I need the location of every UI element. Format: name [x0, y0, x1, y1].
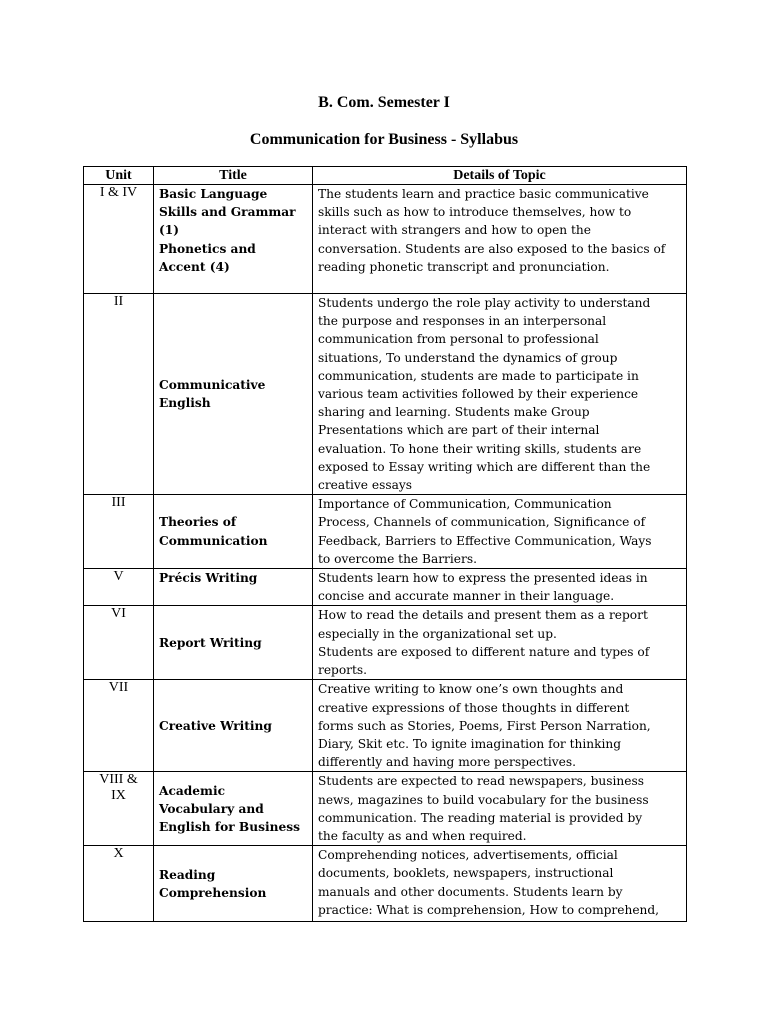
- details-text: manuals and other documents. Students learn by: [318, 884, 623, 899]
- unit-text: I & IV: [99, 185, 138, 200]
- title-cell: [154, 495, 313, 569]
- details-text: sharing and learning. Students make Group: [318, 405, 590, 420]
- unit-text: IX: [111, 788, 126, 804]
- details-text: skills such as how to introduce themselves, how to: [318, 205, 632, 220]
- unit-text: VIII &: [99, 772, 138, 788]
- details-text: evaluation. To hone their writing skills, students are: [318, 441, 642, 456]
- details-text: Comprehending notices, advertisements, official: [318, 848, 618, 863]
- table-body: [84, 185, 687, 922]
- title-text: Academic: [159, 783, 225, 798]
- title-cell: [154, 569, 313, 606]
- details-text: reports.: [318, 663, 368, 678]
- title-text: English for Business: [159, 819, 300, 834]
- details-text: communication, students are made to participate in: [318, 368, 639, 383]
- title-text: Reading: [159, 867, 216, 882]
- details-text: reading phonetic transcript and pronunciation.: [318, 259, 610, 274]
- title-text: Phonetics and: [159, 241, 256, 256]
- details-cell: [313, 569, 687, 606]
- unit-cell: [84, 569, 154, 606]
- details-cell: [313, 294, 687, 495]
- title-text: Accent (4): [159, 259, 230, 274]
- details-text: differently and having more perspectives.: [318, 755, 576, 770]
- details-text: Students undergo the role play activity to understand: [318, 296, 651, 310]
- details-cell: [313, 606, 687, 680]
- title-cell: [154, 606, 313, 680]
- unit-cell: [84, 680, 154, 772]
- details-text: Creative writing to know one’s own thoughts and: [318, 682, 624, 697]
- table-row: [84, 680, 687, 772]
- title-cell: [154, 772, 313, 846]
- unit-cell: [84, 185, 154, 294]
- header-unit: Unit: [84, 167, 154, 185]
- unit-cell: [84, 606, 154, 680]
- unit-text: X: [113, 846, 124, 862]
- title-text: Creative Writing: [159, 718, 272, 733]
- details-text: Process, Channels of communication, Significance of: [318, 515, 646, 530]
- details-text: Diary, Skit etc. To ignite imagination for thinking: [318, 737, 622, 752]
- details-text: practice: What is comprehension, How to comprehend,: [318, 902, 660, 917]
- title-text: English: [159, 396, 211, 411]
- details-cell: [313, 680, 687, 772]
- unit-cell: [84, 846, 154, 922]
- details-text: documents, booklets, newspapers, instructional: [318, 866, 614, 881]
- details-text: Presentations which are part of their internal: [318, 423, 600, 438]
- details-cell: [313, 185, 687, 294]
- table-row: [84, 772, 687, 846]
- details-text: various team activities followed by their experience: [318, 387, 639, 402]
- title-text: (1): [159, 223, 180, 238]
- details-cell: [313, 495, 687, 569]
- details-text: news, magazines to build vocabulary for the business: [318, 792, 649, 807]
- unit-text: V: [113, 569, 124, 585]
- document-title: B. Com. Semester I: [318, 94, 450, 111]
- title-text: Skills and Grammar: [159, 205, 296, 220]
- details-text: Importance of Communication, Communication: [318, 497, 612, 512]
- table-row: [84, 569, 687, 606]
- details-text: forms such as Stories, Poems, First Person Narration,: [318, 718, 651, 733]
- details-text: interact with strangers and how to open the: [318, 223, 591, 238]
- details-text: The students learn and practice basic communicative: [318, 187, 649, 201]
- table-header-row: [84, 167, 687, 185]
- details-text: Students are exposed to different nature and types of: [318, 644, 650, 659]
- details-text: situations, To understand the dynamics of group: [318, 350, 618, 365]
- details-text: Students learn how to express the presented ideas in: [318, 571, 648, 586]
- title-text: Précis Writing: [159, 571, 258, 586]
- details-text: creative essays: [318, 478, 413, 493]
- syllabus-table: [83, 166, 687, 922]
- table-row: [84, 606, 687, 680]
- details-text: the purpose and responses in an interpersonal: [318, 314, 607, 329]
- title-text: Basic Language: [159, 187, 268, 201]
- details-text: Students are expected to read newspapers, business: [318, 774, 644, 789]
- details-cell: [313, 772, 687, 846]
- unit-text: VI: [111, 606, 126, 622]
- title-text: Comprehension: [159, 885, 267, 900]
- details-text: the faculty as and when required.: [318, 829, 527, 844]
- details-text: How to read the details and present them as a report: [318, 608, 648, 623]
- title-text: Communicative: [159, 377, 266, 392]
- details-text: communication. The reading material is provided by: [318, 810, 643, 825]
- unit-cell: [84, 294, 154, 495]
- title-cell: [154, 680, 313, 772]
- table-row: [84, 495, 687, 569]
- details-text: Feedback, Barriers to Effective Communication, Ways: [318, 533, 652, 548]
- title-cell: [154, 294, 313, 495]
- title-text: Communication: [159, 533, 268, 548]
- details-cell: [313, 846, 687, 922]
- table-row: [84, 846, 687, 922]
- unit-text: VII: [108, 680, 129, 696]
- document-subtitle: Communication for Business - Syllabus: [249, 131, 519, 148]
- unit-text: III: [111, 495, 126, 511]
- title-text: Vocabulary and: [159, 801, 264, 816]
- title-cell: [154, 185, 313, 294]
- header-title: Title: [154, 167, 313, 185]
- details-text: concise and accurate manner in their language.: [318, 589, 615, 604]
- header-details: Details of Topic: [313, 167, 687, 185]
- details-text: conversation. Students are also exposed to the basics of: [318, 241, 666, 256]
- details-text: especially in the organizational set up.: [318, 626, 557, 641]
- table-row: [84, 185, 687, 294]
- details-text: exposed to Essay writing which are different than the: [318, 459, 651, 474]
- unit-cell: [84, 772, 154, 846]
- unit-cell: [84, 495, 154, 569]
- details-text: creative expressions of those thoughts in different: [318, 700, 630, 715]
- table-row: [84, 294, 687, 495]
- unit-text: II: [113, 294, 124, 309]
- title-cell: [154, 846, 313, 922]
- title-text: Theories of: [159, 515, 237, 530]
- details-text: communication from personal to professional: [318, 332, 599, 347]
- title-text: Report Writing: [159, 635, 262, 650]
- details-text: to overcome the Barriers.: [318, 551, 477, 566]
